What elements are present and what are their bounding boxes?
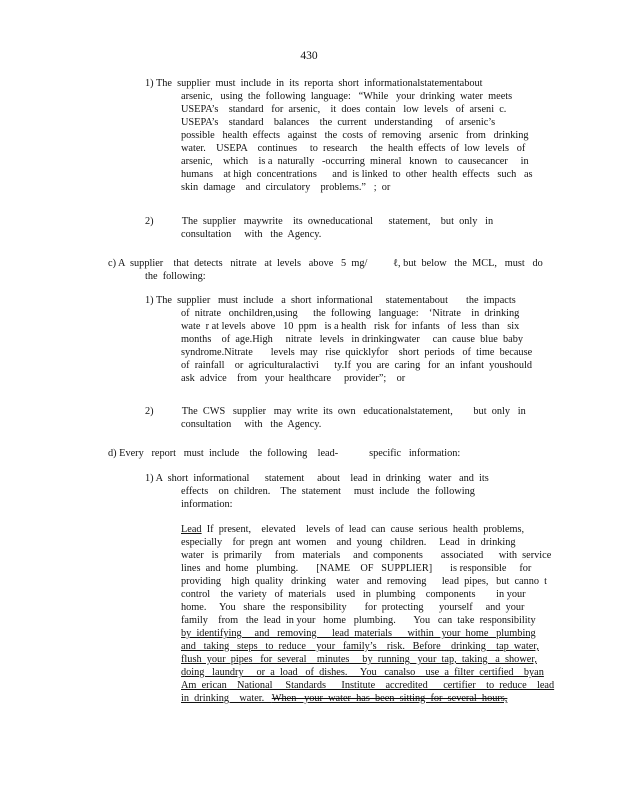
nitrate-own-statement-item-2 [145,405,545,431]
section-d-lead-heading [108,447,548,460]
text-segment: lines and home plumbing. [NAME OF SUPPLIER] is responsible for [181,563,532,574]
text-line: arsenic, using the following language: “While your drinking water meets [181,91,513,102]
text-line: d) Every report must include the following lead- specific information: [108,448,461,459]
text-segment: home. You share the responsibility for protecting yourself and your [181,602,525,613]
marked-text: in drinking water. [181,693,272,704]
text-line: skin damage and circulatory problems.” ; or [181,182,391,193]
text-line: USEPA’s standard for arsenic, it does contain low levels of arseni c. [181,104,507,115]
text-line: 1) The supplier must include a short informational statementabout the impacts [145,295,516,306]
text-line: c) A supplier that detects nitrate at levels above 5 mg/ ℓ, but below the MCL, must do [108,258,543,269]
text-line: USEPA’s standard balances the current understanding of arsenic’s [181,117,496,128]
arsenic-statement-item-1 [145,77,545,194]
text-segment: family from the lead in your home plumbing. You can take responsibility [181,615,536,626]
text-line: ask advice from your healthcare provider”; or [181,373,406,384]
text-line [181,692,541,705]
arsenic-own-statement-item-2 [145,215,545,241]
text-line [181,523,541,536]
text-line: of nitrate onchildren,using the following language: ‘Nitrate in drinking [181,308,520,319]
text-line [181,653,541,666]
text-line: 2) The supplier maywrite its owneducational statement, but only in [145,216,494,227]
text-line [181,588,541,601]
text-segment: water is primarily from materials and components associated with service [181,550,552,561]
text-line [181,679,555,692]
section-c-nitrate-heading [108,257,548,283]
text-line: consultation with the Agency. [181,419,322,430]
text-line: water. USEPA continues to research the health effects of low levels of [181,143,526,154]
text-line: information: [181,499,233,510]
text-line [181,562,541,575]
text-line [181,627,541,640]
text-line [181,640,541,653]
text-line: syndrome.Nitrate levels may rise quicklyfor short periods of time because [181,347,533,358]
text-line: of rainfall or agriculturalactivi ty.If you are caring for an infant youshould [181,360,533,371]
lead-informational-paragraph [181,523,555,705]
marked-text: and taking steps to reduce your family’s risk. Before drinking tap water, [181,641,539,652]
marked-text: flush your pipes for several minutes by running your tap, taking a shower, [181,654,537,665]
marked-text: Lead [181,524,202,535]
text-line: months of age.High nitrate levels in drinkingwater can cause blue baby [181,334,523,345]
marked-text: Am erican National Standards Institute accredited certifier to reduce lead [181,680,555,691]
text-line: 1) The supplier must include in its reporta short informationalstatementabout [145,78,483,89]
page-number: 430 [300,50,318,62]
text-line: effects on children. The statement must include the following [181,486,475,497]
text-line: humans at high concentrations and is linked to other health effects such as [181,169,533,180]
text-line [181,549,552,562]
marked-text: doing laundry or a load of dishes. You canalso use a filter certified byan [181,667,544,678]
lead-statement-item-1 [145,472,545,511]
text-line: the following: [145,271,206,282]
text-line: possible health effects against the costs of removing arsenic from drinking [181,130,529,141]
marked-text: When your water has been sitting for several hours, [271,693,508,704]
text-segment: If present, elevated levels of lead can cause serious health problems, [201,524,525,535]
marked-text: by identifying and removing lead materials within your home plumbing [181,628,536,639]
text-segment: providing high quality drinking water and removing lead pipes, but canno t [181,576,548,587]
text-segment: control the variety of materials used in plumbing components in your [181,589,526,600]
text-line [181,575,548,588]
text-line [181,614,541,627]
text-line: wate r at levels above 10 ppm is a health risk for infants of less than six [181,321,520,332]
nitrate-statement-item-1 [145,294,545,385]
text-line [181,601,541,614]
text-line [181,666,544,679]
text-line: 1) A short informational statement about lead in drinking water and its [145,473,489,484]
text-segment: especially for pregn ant women and young children. Lead in drinking [181,537,516,548]
text-line: 2) The CWS supplier may write its own educationalstatement, but only in [145,406,526,417]
text-line: arsenic, which is a naturally -occurring mineral known to causecancer in [181,156,529,167]
text-line: consultation with the Agency. [181,229,322,240]
text-line [181,536,541,549]
